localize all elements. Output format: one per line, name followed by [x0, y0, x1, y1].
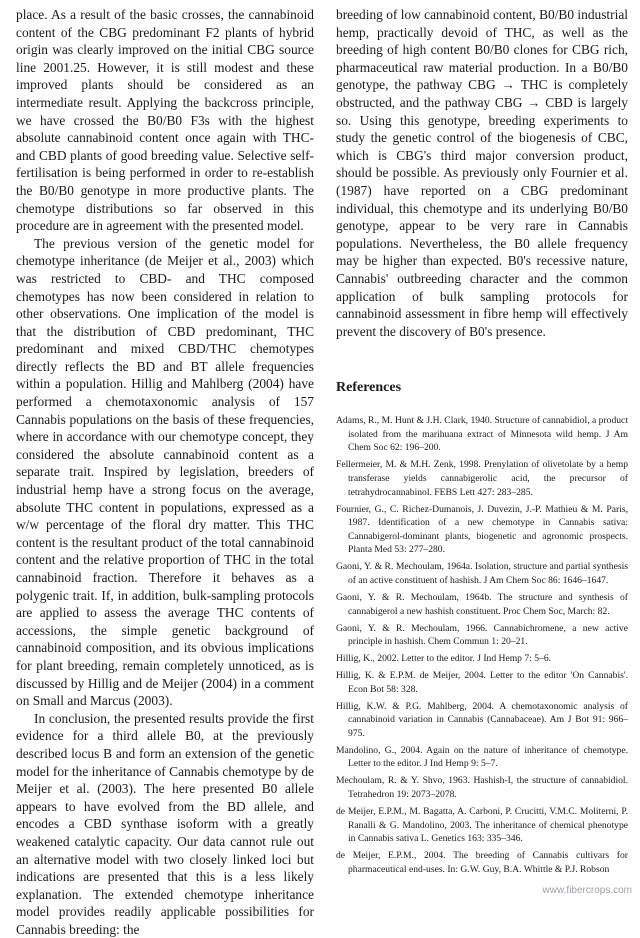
left-column: [16, 6, 314, 938]
right-column: [336, 6, 628, 880]
reference-item: Gaoni, Y. & R. Mechoulam, 1964b. The structure and synthesis of cannabigerol a new hashish constituent. Proc Chem Soc, March: 82.: [336, 591, 628, 617]
body-paragraph: The previous version of the genetic model for chemotype inheritance (de Meijer et al., 2003) which was restricted to CBD- and THC composed chemotypes has now been considered in relation to other observations. One implication of the model is that the distribution of CBD predominant, THC predominant and mixed CBD/THC chemotypes directly reflects the BD and BT allele frequencies within a population. Hillig and Mahlberg (2004) have performed a chemotaxonomic analysis of 157 Cannabis populations on the basis of these frequencies, where in accordance with our chemotype concept, they considered the absolute cannabinoid content as a separate trait. Inspired by legislation, breeders of industrial hemp have a strong focus on the average, absolute THC content in populations, expressed as a w/w percentage of the floral dry matter. This THC content is the resultant product of the total cannabinoid content and the relative proportion of THC in the total cannabinoid fraction. Therefore it behaves as a polygenic trait. If, in addition, bulk-sampling protocols are applied to assess the average THC contents of accessions, the simple genetic background of cannabinoid composition, and its obvious implications for plant breeding, remain completely unnoticed, as is discussed by Hillig and de Meijer (2004) in a comment on Small and Marcus (2003).: [16, 235, 314, 709]
reference-item: Fellermeier, M. & M.H. Zenk, 1998. Prenylation of olivetolate by a hemp transferase yields cannabigerolic acid, the precursor of tetrahydrocannabinol. FEBS Lett 427: 283–285.: [336, 459, 628, 498]
watermark: www.fibercrops.com: [542, 885, 632, 896]
reference-item: Mechoulam, R. & Y. Shvo, 1963. Hashish-I, the structure of cannabidiol. Tetrahedron 19: 2073–2078.: [336, 775, 628, 801]
reference-item: de Meijer, E.P.M., M. Bagatta, A. Carboni, P. Crucitti, V.M.C. Moliterni, P. Ranalli & G. Mandolino, 2003. The inheritance of chemical phenotype in Cannabis sativa L. Genetics 163: 335–346.: [336, 806, 628, 845]
reference-item: de Meijer, E.P.M., 2004. The breeding of Cannabis cultivars for pharmaceutical end-uses. In: G.W. Guy, B.A. Whittle & P.J. Robson: [336, 850, 628, 875]
reference-item: Gaoni, Y. & R. Mechoulam, 1966. Cannabichromene, a new active principle in hashish. Chem Commun 1: 20–21.: [336, 622, 628, 648]
body-paragraph: In conclusion, the presented results provide the first evidence for a third allele B0, at the previously described locus B and form an extension of the genetic model for the inheritance of Cannabis chemotype by de Meijer et al. (2003). The here presented B0 allele appears to have evolved from the BD allele, and encodes a CBD synthase isoform with a greatly weakened catalytic capacity. Our data cannot rule out an alternative model with two closely linked loci but indications are presented that this is a less likely explanation. The extended chemotype inheritance model provides readily applicable possibilities for Cannabis breeding: the: [16, 710, 314, 937]
reference-item: Hillig, K. & E.P.M. de Meijer, 2004. Letter to the editor 'On Cannabis'. Econ Bot 58: 328.: [336, 670, 628, 695]
body-paragraph: breeding of low cannabinoid content, B0/B0 industrial hemp, practically devoid of THC, as well as the breeding of high content B0/B0 clones for CBG rich, pharmaceutical raw material production. In a B0/B0 genotype, the pathway CBG → THC is completely obstructed, and the pathway CBG → CBD is largely so. Using this genotype, breeding experiments to study the genetic control of the biogenesis of CBC, which is CBG's third major conversion product, should be possible. As previously only Fournier et al. (1987) have reported on a CBG predominant individual, this chemotype and its underlying B0/B0 genotype, appear to be very rare in Cannabis populations. Nevertheless, the B0 allele frequency may be higher than expected. B0's recessive nature, Cannabis' outbreeding character and the common application of bulk sampling protocols for cannabinoid assessment in fibre hemp will effectively prevent the discovery of B0's presence.: [336, 7, 628, 339]
reference-list: [336, 414, 628, 876]
references-heading: References: [336, 380, 402, 396]
reference-item: Hillig, K., 2002. Letter to the editor. J Ind Hemp 7: 5–6.: [336, 653, 552, 665]
reference-item: Mandolino, G., 2004. Again on the nature of inheritance of chemotype. Letter to the editor. J Ind Hemp 9: 5–7.: [336, 744, 628, 770]
reference-item: Gaoni, Y. & R. Mechoulam, 1964a. Isolation, structure and partial synthesis of an active constituent of hashish. J Am Chem Soc 86: 1646–1647.: [336, 561, 628, 586]
reference-item: Adams, R., M. Hunt & J.H. Clark, 1940. Structure of cannabidiol, a product isolated from the marihuana extract of Minnesota wild hemp. J Am Chem Soc 62: 196–200.: [336, 415, 628, 454]
reference-item: Fournier, G., C. Richez-Dumanois, J. Duvezin, J.-P. Mathieu & M. Paris, 1987. Identification of a new chemotype in Cannabis sativa: Cannabigerol-dominant plants, biogenetic and agronomic prospects. Planta Med 53: 277–280.: [336, 503, 628, 556]
body-paragraph: place. As a result of the basic crosses, the cannabinoid content of the CBG predominant F2 plants of hybrid origin was clearly improved on the initial CBG source line 2001.25. However, it is still modest and these improved plants should be considered as an intermediate result. Applying the backcross principle, we have crossed the B0/B0 F3s with the highest absolute cannabinoid content once again with THC- and CBD plants of good breeding value. Selective self-fertilisation is being performed in order to re-establish the B0/B0 genotype in more productive plants. The chemotype distributions so far observed in this procedure are in agreement with the presented model.: [16, 7, 314, 234]
reference-item: Hillig, K.W. & P.G. Mahlberg, 2004. A chemotaxonomic analysis of cannabinoid variation in Cannabis (Cannabaceae). Am J Bot 91: 966–975.: [336, 700, 628, 739]
